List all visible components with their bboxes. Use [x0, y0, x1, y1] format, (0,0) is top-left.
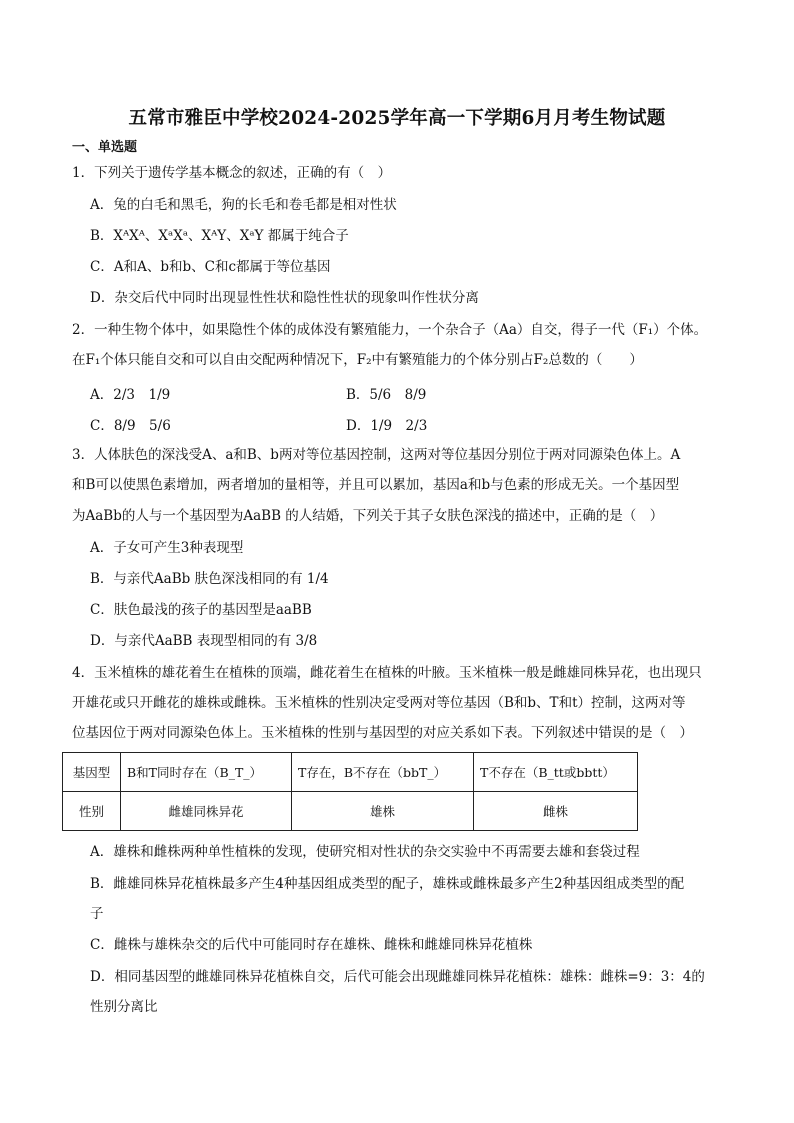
table-cell: 性别 [63, 792, 121, 831]
q4-stem-line3: 位基因位于两对同源染色体上。玉米植株的性别与基因型的对应关系如下表。下列叙述中错误的是（ ） [72, 725, 693, 741]
q4-option-b-line2: 子 [90, 906, 104, 922]
section-heading: 一、单选题 [72, 140, 138, 155]
q3-option-a: A．子女可产生3种表现型 [90, 540, 244, 556]
table-cell: 基因型 [63, 753, 121, 792]
q2-option-a: A．2/3 1/9 [90, 387, 171, 403]
q4-option-d-line2: 性别分离比 [90, 999, 158, 1015]
q2-option-b: B．5/6 8/9 [346, 387, 427, 403]
q4-option-a: A．雄株和雌株两种单性植株的发现，使研究相对性状的杂交实验中不再需要去雄和套袋过程 [90, 844, 640, 860]
q2-stem-line2: 在F₁个体只能自交和可以自由交配两种情况下，F₂中有繁殖能力的个体分别占F₂总数的（ ） [72, 352, 643, 368]
q3-stem-line1: 3．人体肤色的深浅受A、a和B、b两对等位基因控制，这两对等位基因分别位于两对同源染色体上。A [72, 447, 681, 463]
q1-option-d: D．杂交后代中同时出现显性性状和隐性性状的现象叫作性状分离 [90, 290, 479, 306]
table-cell: B和T同时存在（B_T_） [121, 753, 292, 792]
table-row [63, 792, 638, 831]
q2-option-c: C．8/9 5/6 [90, 418, 171, 434]
table-cell: 雌雄同株异花 [121, 792, 292, 831]
q1-option-c: C．A和A、b和b、C和c都属于等位基因 [90, 259, 331, 275]
q4-stem-line1: 4．玉米植株的雄花着生在植株的顶端，雌花着生在植株的叶腋。玉米植株一般是雌雄同株异花，也出现只 [72, 665, 702, 681]
table-cell: T存在，B不存在（bbT_） [292, 753, 474, 792]
table-row [63, 753, 638, 792]
table-cell: 雄株 [292, 792, 474, 831]
q2-option-d: D．1/9 2/3 [346, 418, 428, 434]
q3-option-c: C．肤色最浅的孩子的基因型是aaBB [90, 602, 312, 618]
q4-option-d-line1: D．相同基因型的雌雄同株异花植株自交，后代可能会出现雌雄同株异花植株：雄株：雌株=9：3：4的 [90, 969, 705, 985]
q3-stem-line3: 为AaBb的人与一个基因型为AaBB 的人结婚，下列关于其子女肤色深浅的描述中，正确的是（ ） [72, 508, 664, 524]
q4-option-c: C．雌株与雄株杂交的后代中可能同时存在雄株、雌株和雌雄同株异花植株 [90, 937, 533, 953]
q3-option-b: B．与亲代AaBb 肤色深浅相同的有 1/4 [90, 571, 329, 587]
page-title: 五常市雅臣中学校2024-2025学年高一下学期6月月考生物试题 [128, 108, 666, 129]
q1-option-a: A．兔的白毛和黑毛，狗的长毛和卷毛都是相对性状 [90, 197, 397, 213]
q3-option-d: D．与亲代AaBB 表现型相同的有 3/8 [90, 633, 318, 649]
q2-stem-line1: 2．一种生物个体中，如果隐性个体的成体没有繁殖能力，一个杂合子（Aa）自交，得子一代（F₁）个体。 [72, 322, 708, 338]
q3-stem-line2: 和B可以使黑色素增加，两者增加的量相等，并且可以累加，基因a和b与色素的形成无关。一个基因型 [72, 477, 680, 493]
table-cell: T不存在（B_tt或bbtt） [474, 753, 638, 792]
q4-option-b-line1: B．雌雄同株异花植株最多产生4种基因组成类型的配子，雄株或雌株最多产生2种基因组成类型的配 [90, 876, 685, 892]
table-cell: 雌株 [474, 792, 638, 831]
genotype-sex-table [62, 752, 638, 831]
q1-stem: 1．下列关于遗传学基本概念的叙述，正确的有（ ） [72, 165, 392, 181]
q1-option-b: B．XᴬXᴬ、XᵃXᵃ、XᴬY、XᵃY 都属于纯合子 [90, 228, 349, 244]
q4-stem-line2: 开雄花或只开雌花的雄株或雌株。玉米植株的性别决定受两对等位基因（B和b、T和t）控制，这两对等 [72, 695, 686, 711]
